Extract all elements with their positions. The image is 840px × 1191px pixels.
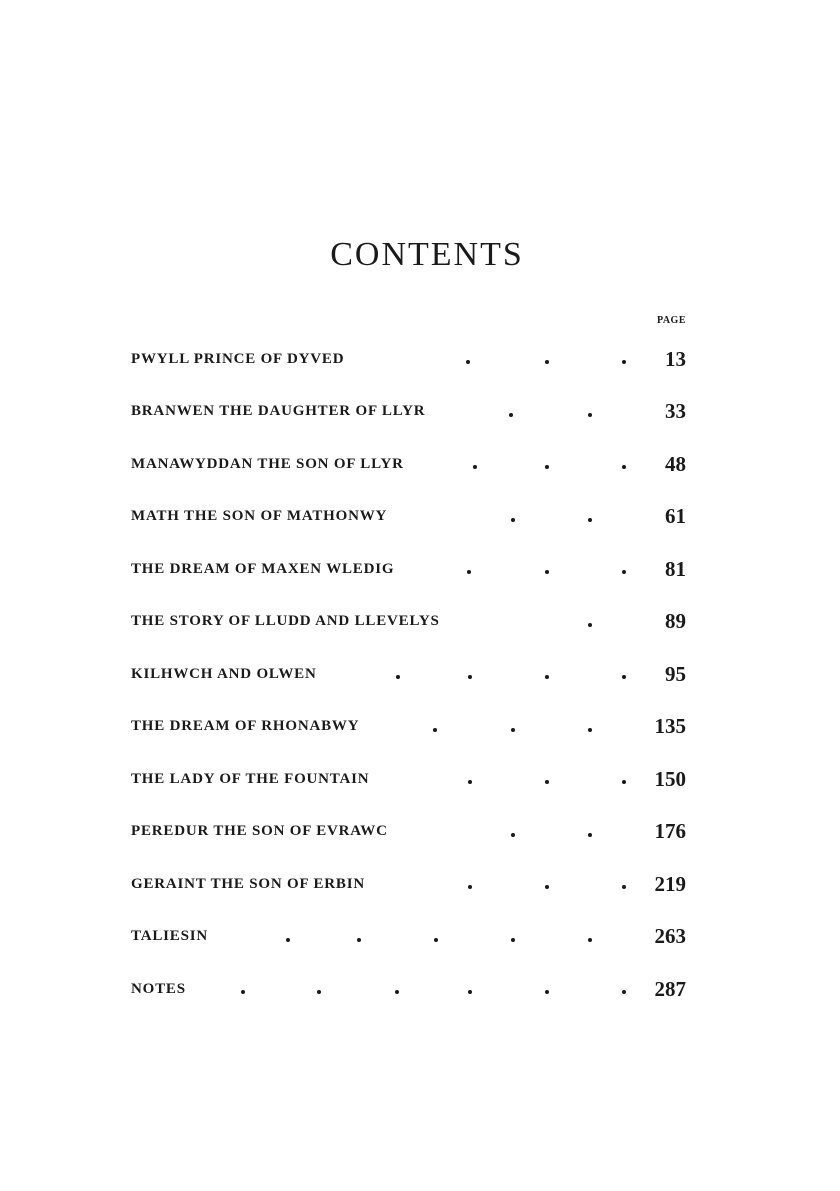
leader-dot — [433, 728, 437, 732]
toc-entry-title: THE LADY OF THE FOUNTAIN — [131, 770, 370, 787]
leader-dot — [511, 938, 515, 942]
toc-entry-title: TALIESIN — [131, 928, 208, 945]
leader-dot — [545, 990, 549, 994]
leader-dot — [511, 833, 515, 837]
leader-dot — [545, 360, 549, 364]
leader-dot — [545, 465, 549, 469]
toc-entry[interactable] — [131, 911, 686, 964]
leader-dot — [545, 675, 549, 679]
leader-dot — [545, 780, 549, 784]
toc-entry-page: 150 — [654, 766, 686, 791]
leader-dot — [468, 885, 472, 889]
toc-entry-title: PEREDUR THE SON OF EVRAWC — [131, 823, 388, 840]
toc-entry[interactable] — [131, 491, 686, 544]
toc-entry-page: 287 — [654, 976, 686, 1001]
leader-dot — [588, 833, 592, 837]
leader-dot — [622, 675, 626, 679]
toc-entry[interactable] — [131, 596, 686, 649]
leader-dots — [131, 963, 686, 1016]
toc-entry-page: 95 — [665, 661, 686, 686]
leader-dots — [131, 911, 686, 964]
toc-entry-title: BRANWEN THE DAUGHTER OF LLYR — [131, 403, 426, 420]
toc-entry-title: KILHWCH AND OLWEN — [131, 665, 317, 682]
leader-dot — [434, 938, 438, 942]
leader-dot — [622, 885, 626, 889]
page-title: CONTENTS — [330, 236, 524, 273]
toc-entry[interactable] — [131, 386, 686, 439]
toc-entry-title: THE STORY OF LLUDD AND LLEVELYS — [131, 613, 440, 630]
toc-entry-title: MANAWYDDAN THE SON OF LLYR — [131, 455, 404, 472]
leader-dot — [545, 885, 549, 889]
leader-dot — [357, 938, 361, 942]
leader-dot — [622, 465, 626, 469]
toc-entry-page: 263 — [654, 924, 686, 949]
leader-dot — [622, 570, 626, 574]
toc-entry-page: 89 — [665, 609, 686, 634]
toc-entry-title: GERAINT THE SON OF ERBIN — [131, 875, 365, 892]
leader-dot — [473, 465, 477, 469]
toc-entry[interactable] — [131, 438, 686, 491]
leader-dot — [545, 570, 549, 574]
toc-entry-title: MATH THE SON OF MATHONWY — [131, 508, 388, 525]
toc-entry-title: PWYLL PRINCE OF DYVED — [131, 350, 345, 367]
leader-dot — [286, 938, 290, 942]
leader-dot — [511, 728, 515, 732]
leader-dot — [588, 413, 592, 417]
toc-entry-page: 33 — [665, 399, 686, 424]
leader-dot — [317, 990, 321, 994]
toc-entry[interactable] — [131, 701, 686, 754]
leader-dot — [588, 518, 592, 522]
leader-dot — [395, 990, 399, 994]
toc-entry-title: THE DREAM OF MAXEN WLEDIG — [131, 560, 395, 577]
leader-dot — [467, 570, 471, 574]
leader-dot — [466, 360, 470, 364]
leader-dot — [241, 990, 245, 994]
leader-dot — [588, 938, 592, 942]
toc-entry-page: 13 — [665, 346, 686, 371]
leader-dot — [396, 675, 400, 679]
toc-entry[interactable] — [131, 543, 686, 596]
toc-entry[interactable] — [131, 648, 686, 701]
toc-entry-page: 176 — [654, 819, 686, 844]
toc-entry[interactable] — [131, 333, 686, 386]
leader-dot — [622, 360, 626, 364]
toc-entry[interactable] — [131, 806, 686, 859]
leader-dot — [511, 518, 515, 522]
toc-entry-title: THE DREAM OF RHONABWY — [131, 718, 360, 735]
toc-entry-title: NOTES — [131, 980, 186, 997]
toc-entry[interactable] — [131, 858, 686, 911]
leader-dot — [468, 780, 472, 784]
page-column-label: PAGE — [656, 315, 686, 326]
leader-dot — [509, 413, 513, 417]
toc-entry-page: 48 — [665, 451, 686, 476]
toc-entry-page: 135 — [654, 714, 686, 739]
toc-entry-page: 61 — [665, 504, 686, 529]
leader-dot — [468, 990, 472, 994]
toc-entry-page: 81 — [665, 556, 686, 581]
toc-entry[interactable] — [131, 753, 686, 806]
leader-dot — [588, 728, 592, 732]
leader-dot — [622, 990, 626, 994]
table-of-contents — [131, 333, 686, 1016]
toc-entry[interactable] — [131, 963, 686, 1016]
toc-entry-page: 219 — [654, 871, 686, 896]
leader-dot — [468, 675, 472, 679]
leader-dot — [622, 780, 626, 784]
leader-dot — [588, 623, 592, 627]
